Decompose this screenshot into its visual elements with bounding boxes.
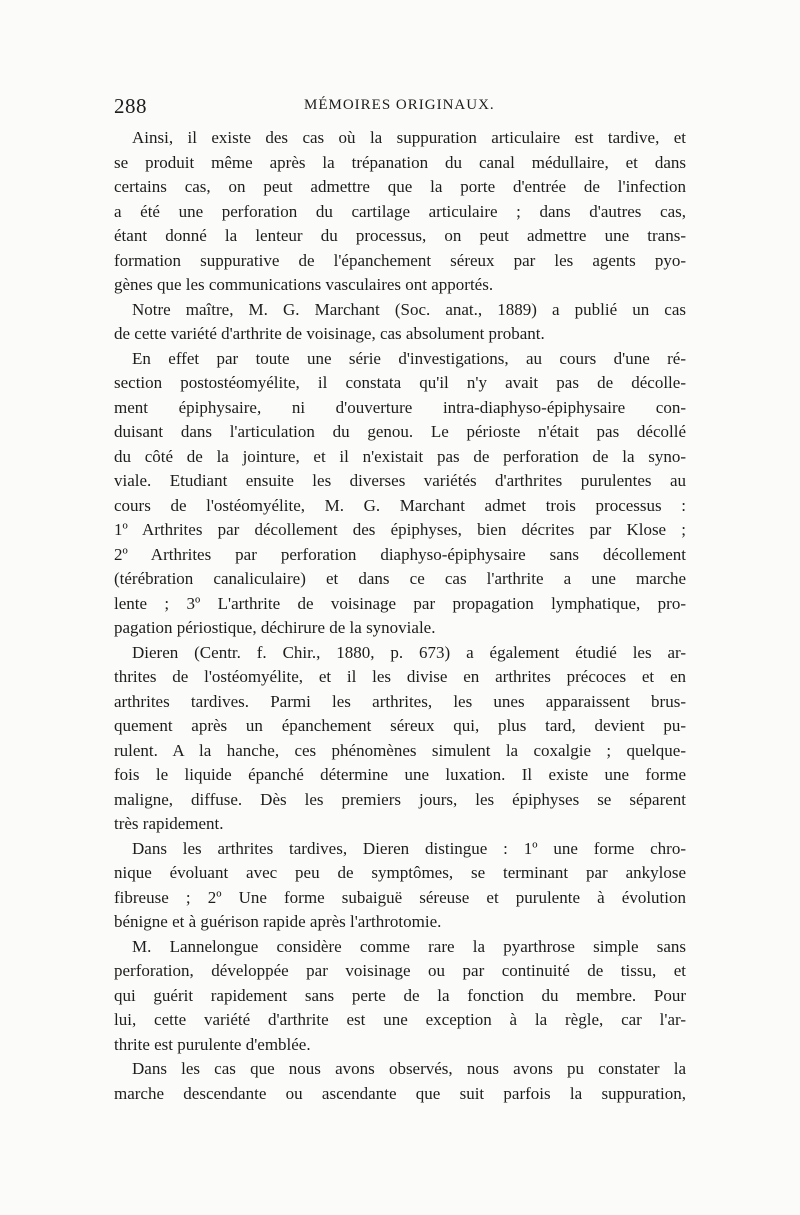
text-line: rulent. A la hanche, ces phénomènes simulent la coxalgie ; quelque- [114, 740, 686, 760]
text-line: En effet par toute une série d'investigations, au cours d'une ré- [132, 348, 686, 368]
text-line: thrite est purulente d'emblée. [114, 1034, 311, 1054]
text-line: (térébration canaliculaire) et dans ce cas l'arthrite a une marche [114, 569, 686, 588]
text-line: 1º Arthrites par décollement des épiphyses, bien décrites par Klose ; [114, 520, 686, 539]
text-line: marche descendante ou ascendante que suit parfois la suppuration, [114, 1083, 686, 1103]
text-line: viale. Etudiant ensuite les diverses variétés d'arthrites purulentes au [114, 471, 686, 490]
text-line: gènes que les communications vasculaires ont apportés. [114, 275, 494, 294]
text-line: cours de l'ostéomyélite, M. G. Marchant admet trois processus : [114, 495, 686, 515]
text-line: maligne, diffuse. Dès les premiers jours, les épiphyses se séparent [114, 789, 686, 809]
text-line: fibreuse ; 2º Une forme subaiguë séreuse et purulente à évolution [114, 887, 686, 907]
text-line: se produit même après la trépanation du canal médullaire, et dans [114, 152, 686, 172]
text-line: Dans les cas que nous avons observés, nous avons pu constater la [132, 1059, 686, 1078]
text-line: lui, cette variété d'arthrite est une exception à la règle, car l'ar- [114, 1010, 686, 1029]
text-line: très rapidement. [114, 814, 224, 833]
text-line: fois le liquide épanché détermine une luxation. Il existe une forme [114, 765, 686, 784]
text-line: M. Lannelongue considère comme rare la pyarthrose simple sans [132, 936, 686, 956]
text-line: bénigne et à guérison rapide après l'arthrotomie. [114, 912, 442, 931]
text-line: arthrites tardives. Parmi les arthrites, les unes apparaissent brus- [114, 691, 686, 711]
text-line: lente ; 3º L'arthrite de voisinage par propagation lymphatique, pro- [114, 593, 686, 613]
text-line: étant donné la lenteur du processus, on peut admettre une trans- [114, 226, 686, 245]
journal-title: MÉMOIRES ORIGINAUX. [304, 97, 495, 113]
text-line: section postostéomyélite, il constata qu'il n'y avait pas de décolle- [114, 373, 686, 392]
text-line: pagation périostique, déchirure de la synoviale. [114, 618, 436, 637]
running-head [114, 94, 686, 120]
text-line: duisant dans l'articulation du genou. Le périoste n'était pas décollé [114, 422, 686, 441]
text-line: du côté de la jointure, et il n'existait pas de perforation de la syno- [114, 446, 686, 466]
text-line: de cette variété d'arthrite de voisinage, cas absolument probant. [114, 324, 545, 343]
text-line: Notre maître, M. G. Marchant (Soc. anat., 1889) a publié un cas [132, 299, 686, 319]
text-line: quement après un épanchement séreux qui, plus tard, devient pu- [114, 716, 686, 735]
page-number: 288 [114, 94, 147, 118]
text-line: Dieren (Centr. f. Chir., 1880, p. 673) a également étudié les ar- [132, 642, 686, 662]
text-line: nique évoluant avec peu de symptômes, se terminant par ankylose [114, 863, 686, 882]
text-line: qui guérit rapidement sans perte de la fonction du membre. Pour [114, 985, 686, 1005]
text-line: Dans les arthrites tardives, Dieren distingue : 1º une forme chro- [132, 838, 686, 858]
text-line: ment épiphysaire, ni d'ouverture intra-diaphyso-épiphysaire con- [114, 397, 686, 417]
text-line: Ainsi, il existe des cas où la suppuration articulaire est tardive, et [132, 128, 686, 147]
text-line: formation suppurative de l'épanchement séreux par les agents pyo- [114, 250, 686, 270]
text-line: 2º Arthrites par perforation diaphyso-épiphysaire sans décollement [114, 544, 686, 564]
text-line: perforation, développée par voisinage ou par continuité de tissu, et [114, 961, 686, 980]
text-line: certains cas, on peut admettre que la porte d'entrée de l'infection [114, 177, 686, 196]
body-text [114, 126, 686, 1106]
text-line: a été une perforation du cartilage articulaire ; dans d'autres cas, [114, 201, 686, 221]
text-line: thrites de l'ostéomyélite, et il les divise en arthrites précoces et en [114, 667, 686, 686]
